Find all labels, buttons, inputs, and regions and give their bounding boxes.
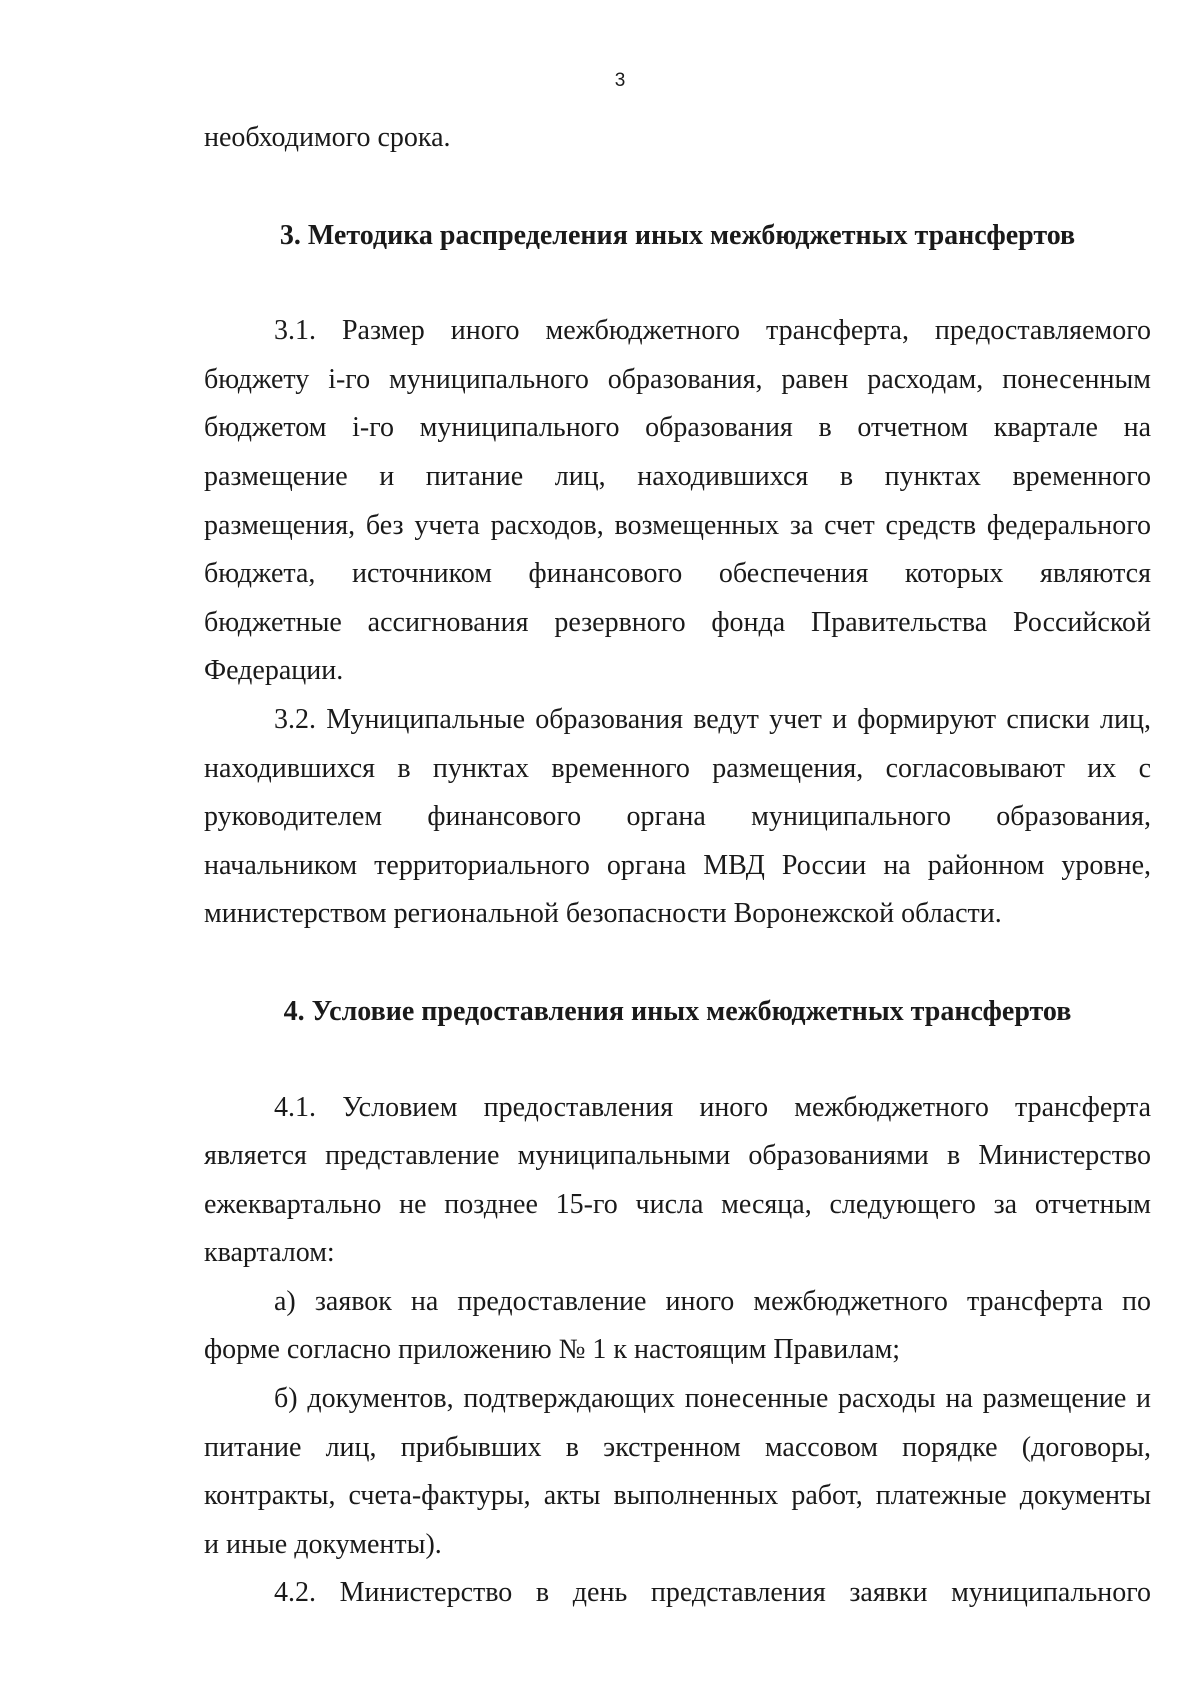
paragraph-4-2-line: 4.2. Министерство в день представления заявки муниципального — [274, 1577, 1151, 1609]
list-item-b-line: питание лиц, прибывших в экстренном массовом порядке (договоры, — [204, 1431, 1151, 1463]
list-item-a-line: форме согласно приложению № 1 к настоящим Правилам; — [204, 1334, 901, 1366]
paragraph-3-1-line: Федерации. — [204, 655, 344, 687]
paragraph-4-1-line: кварталом: — [204, 1237, 335, 1269]
list-item-b-line: контракты, счета-фактуры, акты выполненных работ, платежные документы — [204, 1480, 1151, 1512]
paragraph-3-2-line: находившихся в пунктах временного размещения, согласовывают их с — [204, 752, 1151, 784]
paragraph-3-1-line: 3.1. Размер иного межбюджетного трансферта, предоставляемого — [274, 315, 1151, 347]
paragraph-3-1-line: бюджетом i-го муниципального образования в отчетном квартале на — [204, 412, 1151, 444]
paragraph-3-2-line: руководителем финансового органа муниципального образования, — [204, 801, 1151, 833]
list-item-b-line: б) документов, подтверждающих понесенные расходы на размещение и — [274, 1383, 1151, 1415]
paragraph-3-2-line: 3.2. Муниципальные образования ведут учет и формируют списки лиц, — [274, 703, 1151, 735]
paragraph-3-1-line: бюджетные ассигнования резервного фонда Правительства Российской — [204, 606, 1151, 638]
continuation-text: необходимого срока. — [204, 122, 451, 153]
paragraph-3-2-line: министерством региональной безопасности Воронежской области. — [204, 898, 1002, 930]
paragraph-4-1-line: ежеквартально не позднее 15-го числа месяца, следующего за отчетным — [204, 1188, 1151, 1220]
list-item-b-line: и иные документы). — [204, 1528, 442, 1560]
section-3-heading: 3. Методика распределения иных межбюджетных трансфертов — [279, 219, 1076, 251]
page-number: 3 — [614, 70, 626, 91]
paragraph-4-1-line: является представление муниципальными образованиями в Министерство — [204, 1140, 1151, 1172]
paragraph-4-1-line: 4.1. Условием предоставления иного межбюджетного трансферта — [274, 1091, 1151, 1123]
document-body — [204, 114, 1151, 1618]
paragraph-3-2-line: начальником территориального органа МВД России на районном уровне, — [204, 849, 1151, 881]
paragraph-3-1-line: размещения, без учета расходов, возмещенных за счет средств федерального — [204, 509, 1151, 541]
section-4-heading: 4. Условие предоставления иных межбюджетных трансфертов — [283, 995, 1072, 1027]
list-item-a-line: а) заявок на предоставление иного межбюджетного трансферта по — [274, 1285, 1151, 1317]
paragraph-3-1-line: бюджету i-го муниципального образования, равен расходам, понесенным — [204, 363, 1151, 395]
paragraph-3-1-line: размещение и питание лиц, находившихся в пунктах временного — [204, 460, 1151, 492]
paragraph-3-1-line: бюджета, источником финансового обеспечения которых являются — [204, 558, 1151, 590]
